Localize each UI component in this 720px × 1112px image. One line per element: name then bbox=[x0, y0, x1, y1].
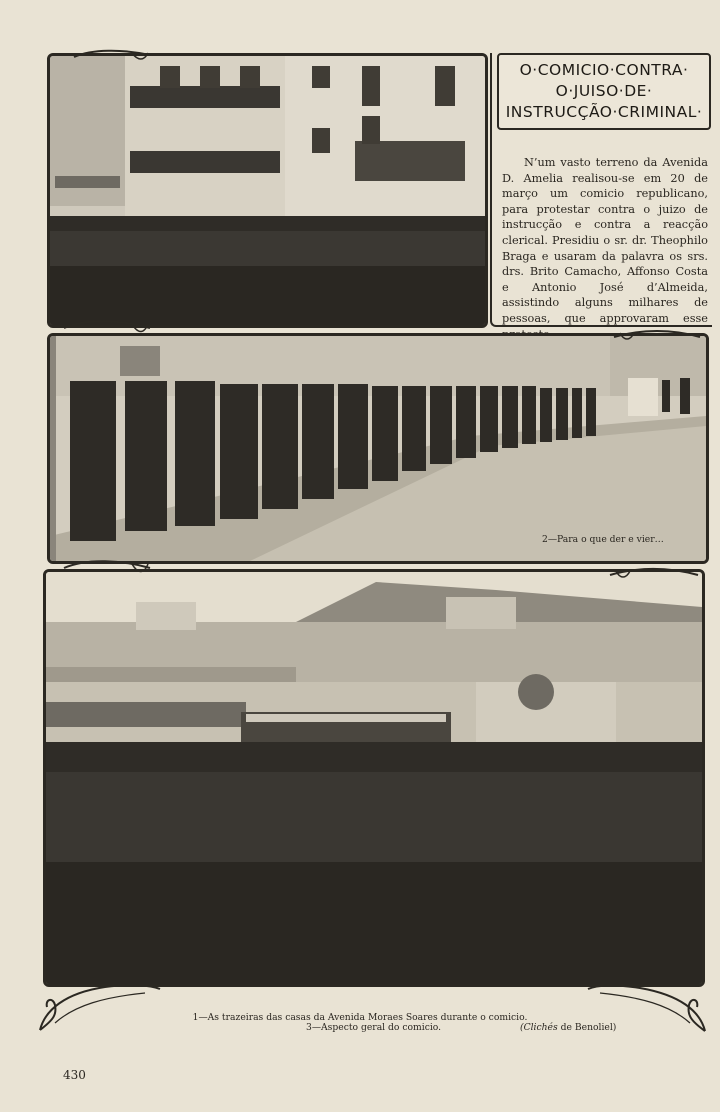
title-line-1: O·COMICIO·CONTRA· bbox=[519, 61, 689, 79]
caption-photo-1: 1—As trazeiras das casas da Avenida Moraes Soares durante o comicio. bbox=[192, 1012, 528, 1023]
article-title-box bbox=[497, 53, 711, 130]
photo-credit-rest: de Benoliel) bbox=[557, 1022, 617, 1033]
photo-credit bbox=[520, 1022, 616, 1033]
photo-balconies-crowd bbox=[47, 53, 488, 328]
ornament-photo3-right bbox=[608, 565, 700, 585]
ornament-mid-left bbox=[62, 316, 152, 340]
caption-photo-2: 2—Para o que der e vier… bbox=[542, 534, 664, 545]
title-line-3: INSTRUCÇÃO·CRIMINAL· bbox=[505, 103, 703, 121]
ornament-mid-right bbox=[612, 327, 702, 347]
ornament-bottom-left bbox=[35, 975, 165, 1035]
photo-police-illustration bbox=[50, 336, 706, 561]
title-line-2: O·JUISO·DE· bbox=[555, 82, 653, 100]
ornament-photo3-left bbox=[62, 556, 152, 580]
photo-rally-general bbox=[43, 569, 705, 987]
ornament-top-left bbox=[72, 47, 152, 67]
article-body: N’um vasto terreno da Avenida D. Amelia realisou-se em 20 de março um comicio republicano, para protestar contra o juizo de instrucção e contra a reacção clerical. Presidiu o sr. dr. Theophilo Braga e usaram da palavra os srs. drs. Brito Camacho, Affonso Costa e Antonio José d’Almeida, assistindo alguns milhares de pessoas, que approvaram esse bbox=[502, 156, 708, 325]
photo-credit-italic: (Clichés bbox=[520, 1022, 558, 1033]
photo-rally-illustration bbox=[46, 572, 702, 984]
photo-police-line bbox=[47, 333, 709, 564]
caption-photo-3: 3—Aspecto geral do comicio. bbox=[306, 1022, 442, 1033]
page-number: 430 bbox=[63, 1068, 86, 1082]
photo-balconies-illustration bbox=[50, 56, 485, 325]
